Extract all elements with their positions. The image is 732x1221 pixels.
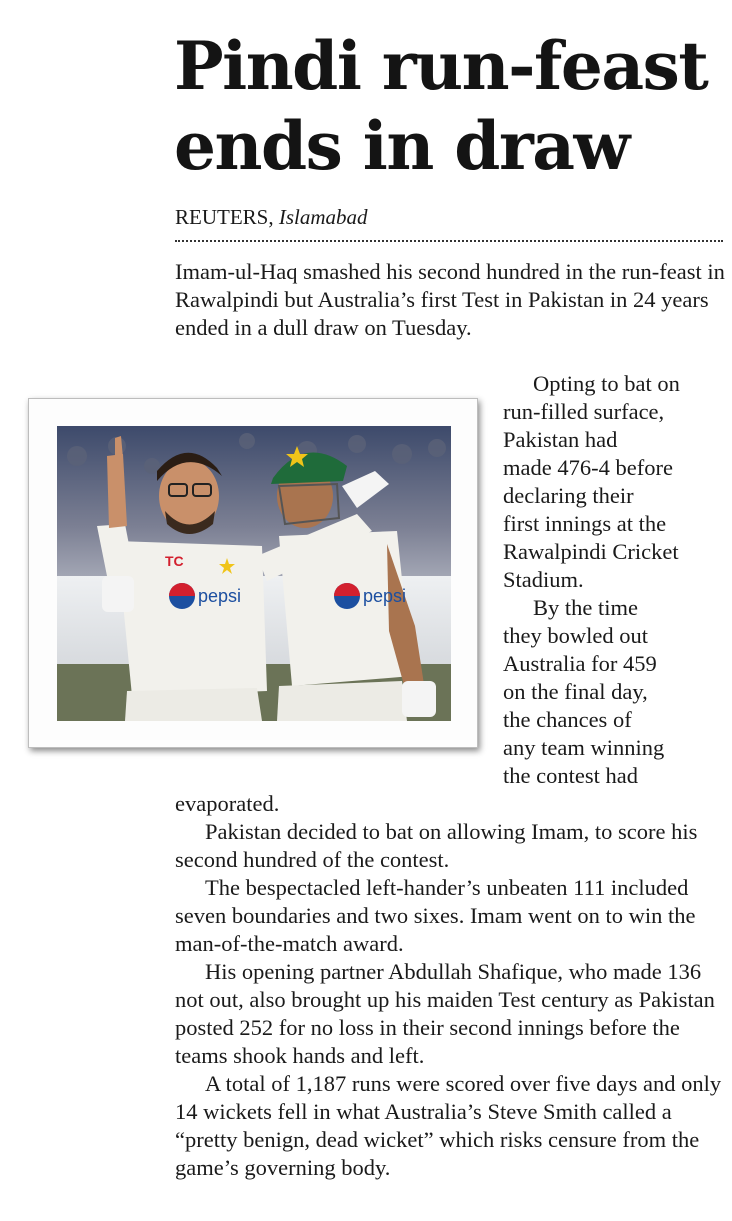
cricketers-celebrating-image <box>57 426 451 721</box>
para-total-runs: A total of 1,187 runs were scored over five days and only 14 wickets fell in what Australia’s Steve Smith called a “pretty benign, dead wicket” which risks censure from the game’s governing body. <box>175 1071 722 1180</box>
dateline-place: Islamabad <box>278 205 368 229</box>
dateline <box>175 205 368 230</box>
para-opting: Opting to bat on run-filled surface, Pakistan had made 476-4 before declaring their first innings at the Rawalpindi Cricket Stadium. <box>503 371 680 592</box>
para-pakistan-decided: Pakistan decided to bat on allowing Imam, to score his second hundred of the contest. <box>175 819 698 872</box>
jersey-brand-left: pepsi <box>198 586 242 606</box>
headline <box>174 26 726 186</box>
agency: REUTERS, <box>175 205 274 229</box>
para-by-the-time: By the time they bowled out Australia for 459 on the final day, the chances of any team winning the contest had <box>503 595 665 788</box>
lead-paragraph: Imam-ul-Haq smashed his second hundred in the run-feast in Rawalpindi but Australia’s first Test in Pakistan in 24 years ended in a dull draw on Tuesday. <box>175 259 725 340</box>
para-opening-partner: His opening partner Abdullah Shafique, who made 136 not out, also brought up his maiden Test century as Pakistan posted 252 for no loss in their second innings before the teams shook hands and left. <box>175 959 715 1068</box>
para-evaporated: evaporated. <box>175 791 280 816</box>
side-column <box>503 370 727 790</box>
cricket-photo <box>57 426 451 721</box>
headline-line-2: ends in draw <box>174 107 629 185</box>
batting-glove-left <box>102 576 134 612</box>
photo-frame <box>28 398 478 748</box>
article-body <box>175 790 727 1182</box>
jersey-brand-right: pepsi <box>363 586 407 606</box>
headline-line-1: Pindi run-feast <box>174 27 708 105</box>
para-bespectacled: The bespectacled left-hander’s unbeaten 111 included seven boundaries and two sixes. Imam went on to win the man-of-the-match award. <box>175 875 696 956</box>
batting-glove-right <box>402 681 436 717</box>
dotted-divider <box>175 240 723 242</box>
jersey-sponsor-left: TC <box>165 553 184 569</box>
